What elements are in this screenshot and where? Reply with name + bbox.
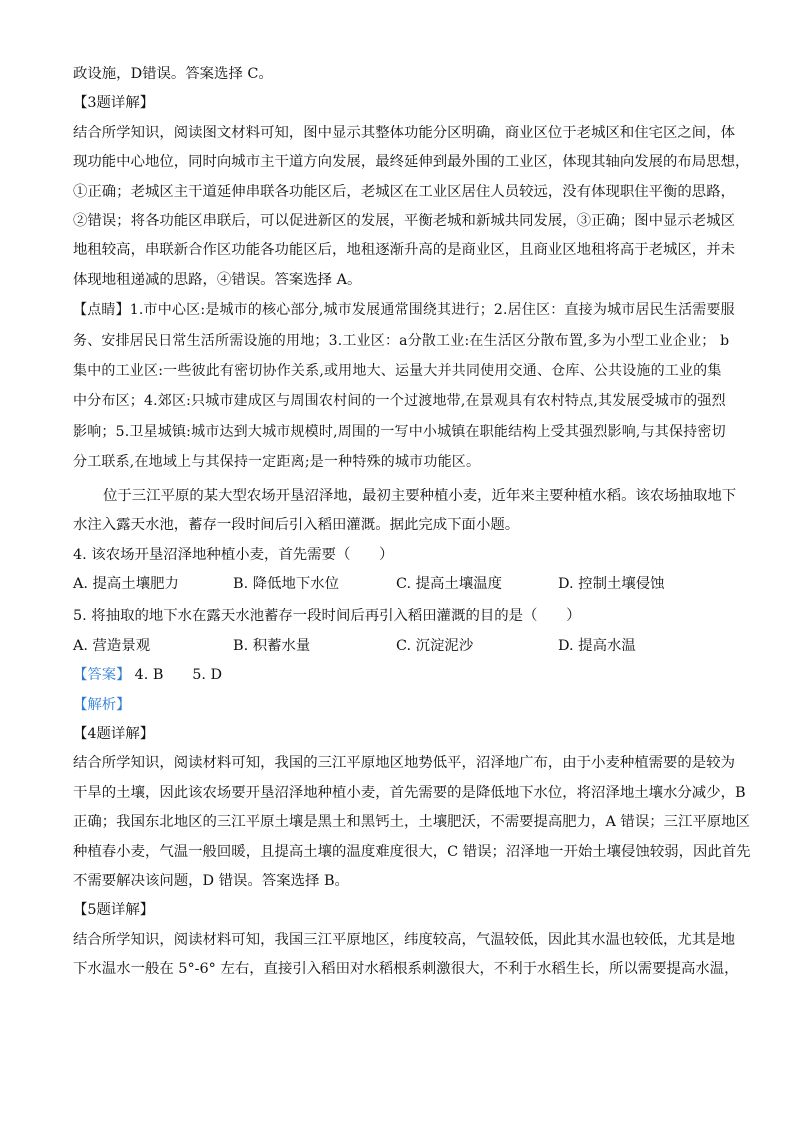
tips-line: 分工联系,在地域上与其保持一定距离;是一种特殊的城市功能区。 [73,454,481,471]
paragraph-line: 现功能中心地位，同时向城市主干道方向发展，最终延伸到最外围的工业区，体现其轴向发展的布局思想， [73,154,750,171]
analysis-label: 【解析】 [73,696,131,713]
paragraph-line: 干旱的土壤，因此该农场要开垦沼泽地种植小麦，首先需要的是降低地下水位，将沼泽地土壤水分减少，B [73,784,746,801]
tips-line: 中分布区；4.郊区:只城市建成区与周围农村间的一个过渡地带,在景观具有农村特点,其发展受城市的强烈 [73,393,726,410]
question-stem: 5. 将抽取的地下水在露天水池蓄存一段时间后再引入稻田灌溉的目的是（ ） [73,608,581,625]
paragraph-line: 体现地租递减的思路，④错误。答案选择 A。 [73,271,362,288]
document-page [73,60,751,985]
paragraph-line: 种植春小麦，气温一般回暖，且提高土壤的温度难度很大，C 错误；沼泽地一开始土壤侵蚀较弱，因此首先 [73,843,751,860]
option-a: A. 营造景观 [73,637,151,654]
material-block [73,482,737,541]
section-header-q4: 【4题详解】 [73,725,155,742]
section-header-q3: 【3题详解】 [73,95,155,112]
tips-line: 影响；5.卫星城镇:城市达到大城市规模时,周围的一写中小城镇在职能结构上受其强烈影响,与其保持密切 [73,423,726,440]
tips-line: 集中的工业区:一些彼此有密切协作关系,或用地大、运量大并共同使用交通、仓库、公共设施的工业的集 [73,363,722,380]
material-line: 水注入露天水池，蓄存一段时间后引入稻田灌溉。据此完成下面小题。 [73,517,520,534]
question-5 [73,602,721,661]
options-row [73,632,721,661]
option-c: C. 沉淀泥沙 [396,637,474,654]
option-b: B. 降低地下水位 [233,575,340,592]
paragraph-line: 结合所学知识，阅读材料可知，我国三江平原地区，纬度较高，气温较低，因此其水温也较低，尤其是地 [73,931,735,948]
analysis-line [73,691,721,720]
paragraph-line: ②错误；将各功能区串联后，可以促进新区的发展，平衡老城和新城共同发展，③正确；图中显示老城区 [73,213,735,230]
tips-line: 【点睛】1.市中心区:是城市的核心部分,城市发展通常围绕其进行；2.居住区：直接为城市居民生活需要服 [73,302,735,319]
paragraph-line: 政设施，D错误。答案选择 C。 [73,66,273,82]
option-b: B. 积蓄水量 [233,637,311,654]
paragraph-line: 结合所学知识，阅读材料可知，我国的三江平原地区地势低平，沼泽地广布，由于小麦种植需要的是较为 [73,755,735,772]
paragraph-line: 下水温水一般在 5°-6° 左右，直接引入稻田对水稻根系刺激很大，不利于水稻生长，所以需要提高水温， [73,961,739,978]
paragraph-line: 结合所学知识，阅读图文材料可知，图中显示其整体功能分区明确，商业区位于老城区和住宅区之间，体 [73,124,735,141]
paragraph-line: 地租较高，串联新合作区功能各功能区后，地租逐渐升高的是商业区，且商业区地租将高于老城区，并未 [73,242,735,259]
option-a: A. 提高土壤肥力 [73,575,179,592]
options-row [73,570,721,599]
answer-value: 4. B 5. D [134,667,223,684]
paragraph-line: 正确；我国东北地区的三江平原土壤是黑土和黑钙土，土壤肥沃，不需要提高肥力，A 错误；三江平原地区 [73,814,750,831]
option-c: C. 提高土壤温度 [396,575,502,592]
option-d: D. 控制土壤侵蚀 [558,575,665,592]
section-header-q5: 【5题详解】 [73,902,155,919]
answer-label: 【答案】 [73,667,131,684]
paragraph-line: ①正确；老城区主干道延伸串联各功能区后，老城区在工业区居住人员较远，没有体现职住平衡的思路， [73,183,735,200]
question-4 [73,541,721,600]
tips-block [73,295,735,477]
answer-line [73,661,721,690]
paragraph-line: 不需要解决该问题，D 错误。答案选择 B。 [73,872,349,889]
option-d: D. 提高水温 [558,637,636,654]
question-stem: 4. 该农场开垦沼泽地种植小麦，首先需要（ ） [73,546,394,563]
tips-line: 务、安排居民日常生活所需设施的用地；3.工业区：a分散工业:在生活区分散布置,多为小型工业企业； b [73,332,730,349]
material-line: 位于三江平原的某大型农场开垦沼泽地，最初主要种植小麦，近年来主要种植水稻。该农场抽取地下 [103,487,737,504]
